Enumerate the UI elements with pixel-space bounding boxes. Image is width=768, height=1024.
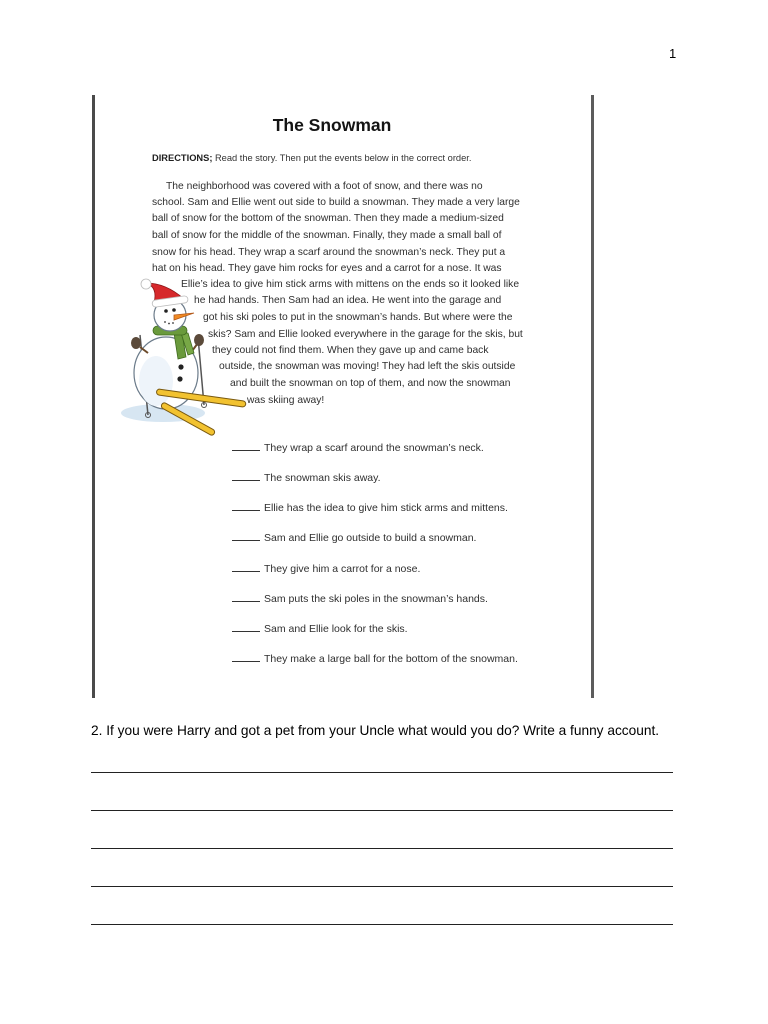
event-text: Ellie has the idea to give him stick arms and mittens. [264,502,508,514]
event-item [232,651,518,666]
story-line: The neighborhood was covered with a foot of snow, and there was no [166,181,483,192]
worksheet-title: The Snowman [272,115,392,135]
story-line: Ellie’s idea to give him stick arms with mittens on the ends so it looked like [181,279,520,290]
answer-line [91,924,673,925]
snowman-worksheet [92,95,596,698]
story-line: ball of snow for the bottom of the snowman. Then they made a medium-sized [152,213,504,224]
directions-text: Read the story. Then put the events below in the correct order. [214,153,472,163]
order-blank [232,621,260,632]
eye [172,308,176,312]
event-text: Sam and Ellie look for the skis. [264,623,408,635]
button [178,364,183,369]
event-item [232,561,420,576]
story-line: and built the snowman on top of them, and now the snowman [230,378,511,389]
story-line: he had hands. Then Sam had an idea. He went into the garage and [194,295,502,306]
eye [164,309,168,313]
event-item [232,500,508,515]
question-2: 2. If you were Harry and got a pet from your Uncle what would you do? Write a funny account. [91,723,660,738]
directions [152,152,471,164]
order-blank [232,561,260,572]
event-item [232,591,488,606]
page-number: 1 [669,46,677,61]
story-line: got his ski poles to put in the snowman’s hands. But where were the [203,312,513,323]
order-blank [232,591,260,602]
worksheet-left-edge [92,95,95,698]
worksheet-right-edge [591,95,594,698]
answer-line [91,848,673,849]
event-text: They give him a carrot for a nose. [264,563,421,575]
hat-pompom [141,279,151,289]
event-text: They make a large ball for the bottom of the snowman. [264,653,518,665]
event-item [232,530,476,545]
left-mitten [131,337,141,349]
snowman-illustration [118,275,248,440]
answer-line [91,772,673,773]
answer-line [91,810,673,811]
event-item [232,621,408,636]
right-mitten [194,334,204,346]
event-text: They wrap a scarf around the snowman’s neck. [264,442,484,454]
button [177,376,182,381]
story-line: outside, the snowman was moving! They had left the skis outside [219,361,516,372]
order-blank [232,440,260,451]
order-blank [232,530,260,541]
order-blank [232,500,260,511]
order-blank [232,470,260,481]
answer-line [91,886,673,887]
story-line: skis? Sam and Ellie looked everywhere in the garage for the skis, but [208,329,523,340]
order-blank [232,651,260,662]
body-shading [139,356,173,406]
event-text: Sam and Ellie go outside to build a snowman. [264,532,477,544]
event-text: Sam puts the ski poles in the snowman’s hands. [264,593,488,605]
story-line: hat on his head. They gave him rocks for eyes and a carrot for a nose. It was [152,263,502,274]
event-text: The snowman skis away. [264,472,381,484]
story-line: they could not find them. When they gave up and came back [212,345,489,356]
story-line: ball of snow for the middle of the snowman. Finally, they made a small ball of [152,230,502,241]
story-line: snow for his head. They wrap a scarf around the snowman’s neck. They put a [152,247,506,258]
story-line: school. Sam and Ellie went out side to build a snowman. They made a very large [152,197,520,208]
directions-label: DIRECTIONS; [152,153,213,163]
story-line: was skiing away! [247,395,325,406]
event-item [232,470,381,485]
event-item [232,440,484,455]
